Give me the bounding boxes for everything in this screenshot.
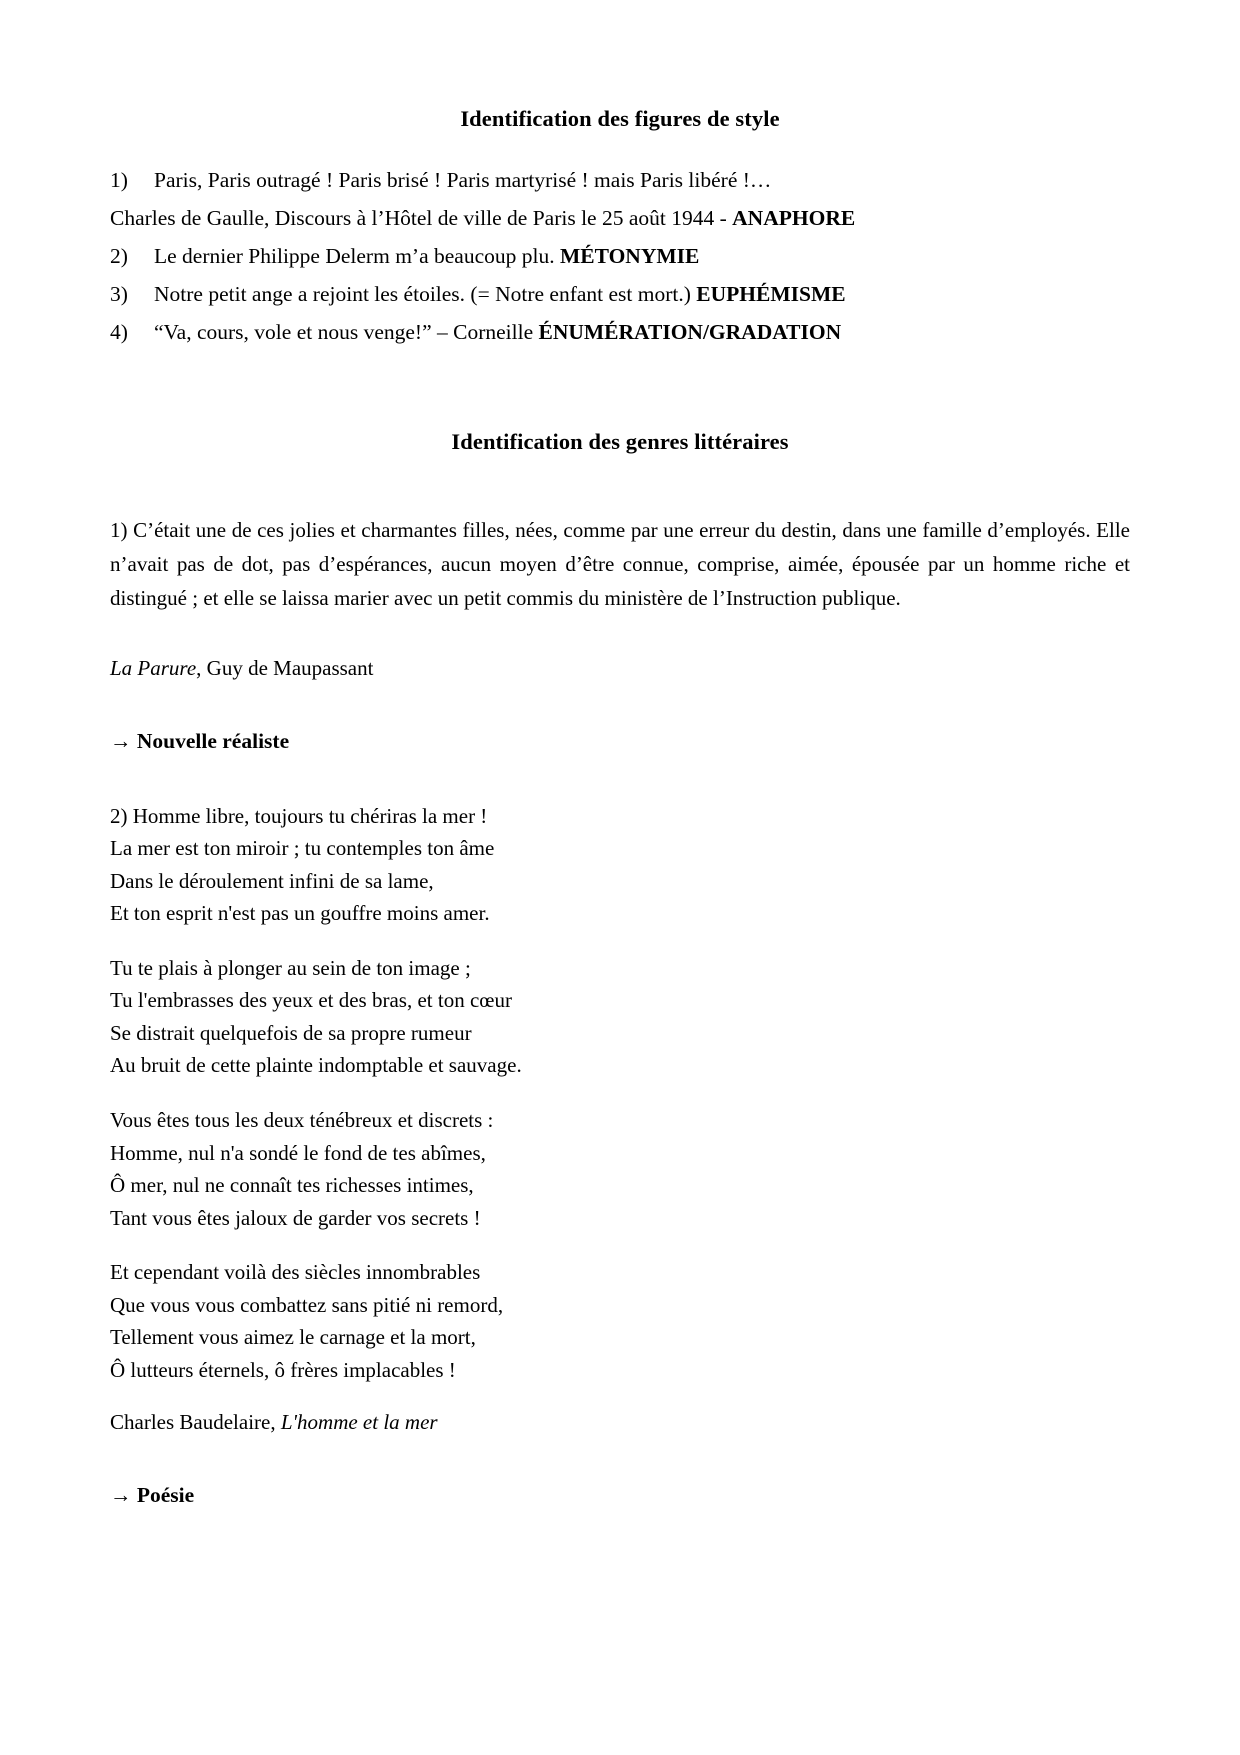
extract-2-attribution: [110, 1410, 1130, 1435]
list-item-text: Paris, Paris outragé ! Paris brisé ! Paris martyrisé ! mais Paris libéré !…: [154, 168, 772, 192]
extract-1-attribution: [110, 651, 1130, 685]
extract-2-answer-label: Poésie: [136, 1483, 195, 1508]
extract-1-answer: [110, 729, 1130, 754]
poem-line: Tellement vous aimez le carnage et la mort,: [110, 1325, 476, 1350]
poem-line: Au bruit de cette plainte indomptable et sauvage.: [110, 1053, 522, 1078]
quote-source-line: [110, 200, 1130, 236]
quote-source-text: Charles de Gaulle, Discours à l’Hôtel de ville de Paris le 25 août 1944 -: [110, 206, 733, 231]
poem-stanza: [110, 1256, 1130, 1386]
list-item-sentence: “Va, cours, vole et nous venge!” – Corneille: [154, 320, 539, 345]
list-item-number: 4): [110, 320, 128, 345]
extract-2-title: L'homme et la mer: [280, 1410, 438, 1435]
list-item-text: [154, 276, 1130, 312]
figure-answer-enumeration-gradation: ÉNUMÉRATION/GRADATION: [538, 320, 842, 345]
poem-line: Tu te plais à plonger au sein de ton image ;: [110, 955, 471, 980]
poem-stanza: [110, 952, 1130, 1082]
arrow-icon: →: [110, 728, 137, 753]
page-title-figures-de-style: Identification des figures de style: [460, 106, 780, 131]
poem-line: Et ton esprit n'est pas un gouffre moins amer.: [110, 901, 490, 926]
extract-1-body: C’était une de ces jolies et charmantes filles, nées, comme par une erreur du destin, dans une famille d’employés. Elle n’avait pas de dot, pas d’espérances, aucun moyen d’être connue, comprise, aimée, épousée par un homme riche et distingué ; et elle se laissa marier avec un petit commis du ministère de l’Instruction publique.: [110, 517, 1131, 610]
poem-line: Tu l'embrasses des yeux et des bras, et ton cœur: [110, 988, 512, 1013]
figures-de-style-list: [110, 162, 1130, 351]
list-item: [110, 276, 1130, 312]
poem-line: La mer est ton miroir ; tu contemples ton âme: [110, 836, 495, 861]
figure-answer-metonymie: MÉTONYMIE: [559, 244, 700, 269]
poem-line: Se distrait quelquefois de sa propre rumeur: [110, 1020, 472, 1045]
list-item-text: [154, 314, 1130, 350]
poem-line: 2) Homme libre, toujours tu chériras la mer !: [110, 803, 488, 828]
extract-1-author: , Guy de Maupassant: [196, 655, 374, 680]
list-item: [110, 238, 1130, 274]
figure-answer-euphemisme: EUPHÉMISME: [696, 282, 846, 307]
list-item-number: 3): [110, 282, 128, 307]
poem-stanza: [110, 800, 1130, 930]
extract-1-text: [110, 513, 1130, 615]
list-item: [110, 314, 1130, 350]
poem-line: Vous êtes tous les deux ténébreux et discrets :: [110, 1107, 494, 1132]
figure-answer-anaphore: ANAPHORE: [732, 206, 856, 231]
page-title-genres-litteraires: Identification des genres littéraires: [451, 428, 789, 454]
extract-2-poem: [110, 800, 1130, 1387]
list-item-sentence: Le dernier Philippe Delerm m’a beaucoup plu.: [154, 244, 560, 269]
arrow-icon: →: [110, 1483, 137, 1508]
list-item-number: 1): [110, 168, 128, 192]
extract-1-title: La Parure: [110, 655, 197, 680]
poem-line: Dans le déroulement infini de sa lame,: [110, 868, 434, 893]
poem-line: Que vous vous combattez sans pitié ni remord,: [110, 1292, 504, 1317]
list-item: [110, 162, 1130, 198]
poem-line: Homme, nul n'a sondé le fond de tes abîmes,: [110, 1140, 486, 1165]
extract-1-answer-label: Nouvelle réaliste: [136, 728, 290, 753]
poem-line: Ô mer, nul ne connaît tes richesses intimes,: [110, 1173, 474, 1198]
extract-2-author: Charles Baudelaire,: [110, 1410, 281, 1435]
poem-line: Ô lutteurs éternels, ô frères implacables !: [110, 1357, 456, 1382]
poem-line: Et cependant voilà des siècles innombrables: [110, 1260, 481, 1285]
poem-line: Tant vous êtes jaloux de garder vos secrets !: [110, 1205, 481, 1230]
list-item-sentence: Notre petit ange a rejoint les étoiles. (= Notre enfant est mort.): [154, 282, 697, 307]
list-item-number: 2): [110, 244, 128, 269]
extract-2-answer: [110, 1483, 1130, 1508]
extract-1-number: 1): [110, 517, 128, 542]
poem-stanza: [110, 1104, 1130, 1234]
list-item-text: [154, 238, 1130, 274]
